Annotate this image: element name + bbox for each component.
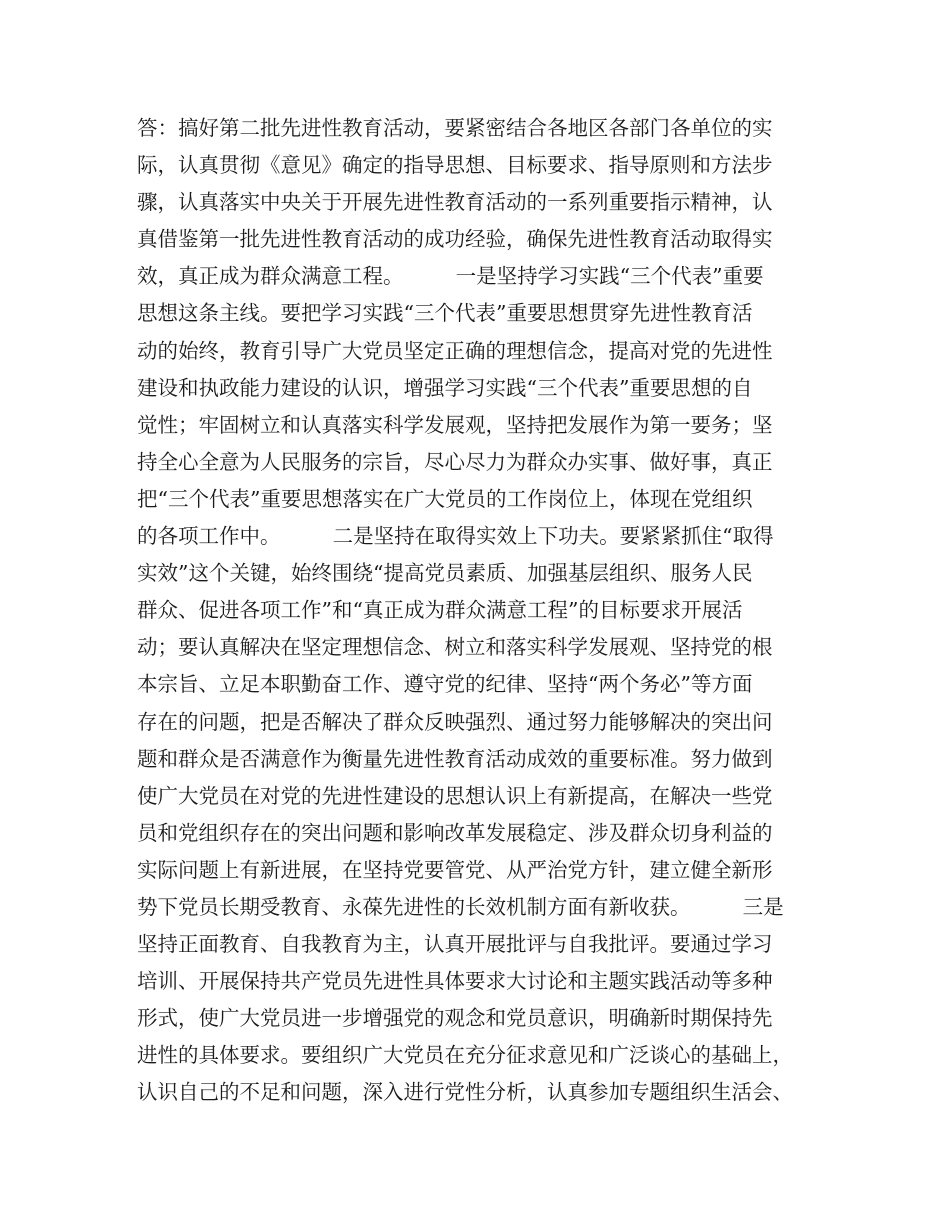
text-line: 建设和执政能力建设的认识，增强学习实践“三个代表”重要思想的自 bbox=[137, 375, 753, 400]
text-line: 动；要认真解决在坚定理想信念、树立和落实科学发展观、坚持党的根 bbox=[137, 635, 773, 660]
text-line: 答：搞好第二批先进性教育活动，要紧密结合各地区各部门各单位的实 bbox=[137, 116, 773, 140]
text-line: 动的始终，教育引导广大党员坚定正确的理想信念，提高对党的先进性 bbox=[137, 338, 773, 363]
text-line: 持全心全意为人民服务的宗旨，尽心尽力为群众办实事、做好事，真正 bbox=[137, 449, 773, 474]
text-line: 实际问题上有新进展，在坚持党要管党、从严治党方针，建立健全新形 bbox=[137, 857, 773, 882]
text-line: 思想这条主线。要把学习实践“三个代表”重要思想贯穿先进性教育活 bbox=[137, 301, 753, 326]
text-line: 觉性；牢固树立和认真落实科学发展观，坚持把发展作为第一要务；坚 bbox=[137, 412, 773, 437]
text-line: 形式，使广大党员进一步增强党的观念和党员意识，明确新时期保持先 bbox=[137, 1006, 773, 1031]
text-line: 群众、促进各项工作”和“真正成为群众满意工程”的目标要求开展活 bbox=[137, 598, 743, 623]
text-line: 培训、开展保持共产党员先进性具体要求大讨论和主题实践活动等多种 bbox=[137, 969, 773, 994]
text-line: 骤，认真落实中央关于开展先进性教育活动的一系列重要指示精神，认 bbox=[137, 190, 773, 215]
text-line: 存在的问题，把是否解决了群众反映强烈、通过努力能够解决的突出问 bbox=[137, 709, 773, 734]
text-line: 本宗旨、立足本职勤奋工作、遵守党的纪律、坚持“两个务必”等方面 bbox=[137, 672, 753, 697]
text-line: 使广大党员在对党的先进性建设的思想认识上有新提高，在解决一些党 bbox=[137, 783, 773, 808]
text-line: 题和群众是否满意作为衡量先进性教育活动成效的重要标准。努力做到 bbox=[137, 746, 773, 771]
text-line: 认识自己的不足和问题，深入进行党性分析，认真参加专题组织生活会、 bbox=[137, 1080, 793, 1105]
document-body-text bbox=[137, 110, 827, 1112]
text-line: 的各项工作中。 二是坚持在取得实效上下功夫。要紧紧抓住“取得 bbox=[137, 524, 774, 549]
text-line: 坚持正面教育、自我教育为主，认真开展批评与自我批评。要通过学习 bbox=[137, 932, 773, 957]
text-line: 际，认真贯彻《意见》确定的指导思想、目标要求、指导原则和方法步 bbox=[137, 153, 773, 178]
text-line: 效，真正成为群众满意工程。 一是坚持学习实践“三个代表”重要 bbox=[137, 264, 764, 289]
text-line: 实效”这个关键，始终围绕“提高党员素质、加强基层组织、服务人民 bbox=[137, 561, 753, 586]
text-line: 势下党员长期受教育、永葆先进性的长效机制方面有新收获。 三是 bbox=[137, 894, 784, 919]
text-line: 员和党组织存在的突出问题和影响改革发展稳定、涉及群众切身利益的 bbox=[137, 820, 773, 845]
text-line: 进性的具体要求。要组织广大党员在充分征求意见和广泛谈心的基础上， bbox=[137, 1043, 793, 1068]
text-line: 把“三个代表”重要思想落实在广大党员的工作岗位上，体现在党组织 bbox=[137, 486, 753, 511]
text-line: 真借鉴第一批先进性教育活动的成功经验，确保先进性教育活动取得实 bbox=[137, 227, 773, 252]
